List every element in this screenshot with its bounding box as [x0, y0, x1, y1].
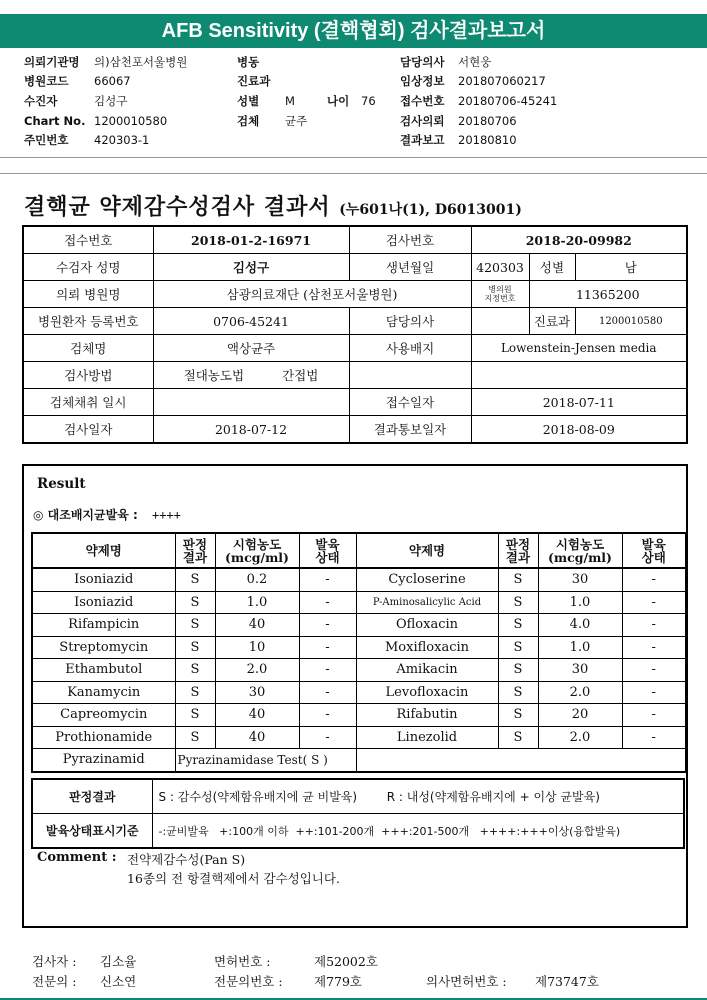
form-label: 사용배지	[349, 335, 471, 362]
col-conc: 시험농도 (mcg/ml)	[215, 533, 299, 568]
drug-growth: -	[299, 726, 356, 749]
drug-growth: -	[622, 568, 686, 591]
hospital-code-label: 병원코드	[24, 74, 69, 88]
drug-name: P-Aminosalicylic Acid	[356, 591, 498, 614]
patient-form-table	[22, 225, 688, 444]
form-label: 검사일자	[23, 416, 153, 444]
institution-label: 의뢰기관명	[24, 55, 80, 69]
resident-no-label: 주민번호	[24, 133, 69, 147]
form-dept: 1200010580	[575, 308, 687, 335]
col-drug: 약제명	[356, 533, 498, 568]
form-collect	[153, 389, 349, 416]
form-name: 김성구	[153, 254, 349, 281]
table-row	[32, 614, 686, 637]
department-label: 진료과	[237, 74, 271, 88]
judge-label: 판정결과	[32, 779, 152, 814]
receipt-no-value: 20180706-45241	[458, 94, 558, 108]
drug-growth: -	[299, 614, 356, 637]
drug-name: Moxifloxacin	[356, 636, 498, 659]
drug-name: Ofloxacin	[356, 614, 498, 637]
form-method	[153, 362, 349, 389]
drug-growth: -	[622, 704, 686, 727]
drug-conc: 1.0	[538, 636, 622, 659]
form-label: 검체명	[23, 335, 153, 362]
comment-line-2: 16종의 전 항결핵제에서 감수성입니다.	[127, 871, 340, 886]
receipt-no-label: 접수번호	[400, 94, 445, 108]
drug-name: Amikacin	[356, 659, 498, 682]
request-date-label: 검사의뢰	[400, 114, 445, 128]
form-hospital: 삼광의료재단 (삼천포서울병원)	[153, 281, 471, 308]
specialist-no-label: 전문의번호 :	[214, 974, 283, 989]
drug-name: Rifampicin	[32, 614, 175, 637]
report-date-label: 결과보고	[400, 133, 445, 147]
empty-cell	[356, 749, 686, 772]
drug-growth: -	[622, 726, 686, 749]
drug-result: S	[175, 636, 215, 659]
form-label: 의뢰 병원명	[23, 281, 153, 308]
form-label: 수검자 성명	[23, 254, 153, 281]
table-row	[32, 659, 686, 682]
form-test-date: 2018-07-12	[153, 416, 349, 444]
table-row	[32, 681, 686, 704]
doctor-label: 담당의사	[400, 55, 445, 69]
chart-no-value: 1200010580	[94, 114, 168, 128]
patient-value: 김성구	[94, 94, 128, 108]
drug-conc: 40	[215, 704, 299, 727]
form-label: 진료과	[529, 308, 575, 335]
drug-name: Ethambutol	[32, 659, 175, 682]
age-label: 나이	[327, 94, 350, 108]
specialist-value: 신소연	[100, 974, 137, 989]
drug-conc: 30	[538, 659, 622, 682]
drug-conc: 30	[215, 681, 299, 704]
col-growth: 발육 상태	[299, 533, 356, 568]
form-label: 결과통보일자	[349, 416, 471, 444]
comment-label: Comment :	[37, 850, 117, 865]
report-date-value: 20180810	[458, 133, 517, 147]
judgement-table	[31, 778, 685, 849]
specimen-label: 검체	[237, 114, 260, 128]
judge-s: S : 감수성(약제함유배지에 균 비발육)	[158, 790, 358, 804]
drug-result: S	[498, 614, 538, 637]
table-row	[32, 749, 686, 772]
resident-no-value: 420303-1	[94, 133, 150, 147]
table-row	[32, 704, 686, 727]
form-label: 검사방법	[23, 362, 153, 389]
col-conc: 시험농도 (mcg/ml)	[538, 533, 622, 568]
form-method-1: 절대농도법	[183, 368, 245, 383]
form-empty	[471, 362, 687, 389]
age-value: 76	[361, 94, 376, 108]
drug-name: Kanamycin	[32, 681, 175, 704]
drug-result: S	[498, 704, 538, 727]
result-label: Result	[37, 476, 86, 492]
license-label: 면허번호 :	[214, 954, 271, 969]
drug-conc: 2.0	[538, 726, 622, 749]
form-receipt-no: 2018-01-2-16971	[153, 226, 349, 254]
drug-name: Pyrazinamid	[32, 749, 175, 772]
drug-name: Linezolid	[356, 726, 498, 749]
drug-conc: 2.0	[215, 659, 299, 682]
request-date-value: 20180706	[458, 114, 517, 128]
result-box	[22, 464, 688, 928]
sex-value: M	[285, 94, 295, 108]
form-label: 생년월일	[349, 254, 471, 281]
comment-line-1: 전약제감수성(Pan S)	[127, 852, 246, 867]
drug-growth: -	[299, 659, 356, 682]
drug-result: S	[175, 568, 215, 591]
form-label: 병원환자 등록번호	[23, 308, 153, 335]
drug-conc: 40	[215, 614, 299, 637]
header-info	[0, 53, 707, 153]
drug-result: S	[498, 636, 538, 659]
sex-label: 성별	[237, 94, 260, 108]
drug-conc: 1.0	[215, 591, 299, 614]
control-growth	[33, 506, 181, 523]
form-sex: 남	[575, 254, 687, 281]
drug-growth: -	[299, 568, 356, 591]
form-empty	[349, 362, 471, 389]
drug-name: Capreomycin	[32, 704, 175, 727]
chart-no-label: Chart No.	[24, 114, 86, 128]
drug-name: Isoniazid	[32, 591, 175, 614]
col-drug: 약제명	[32, 533, 175, 568]
table-row	[32, 591, 686, 614]
form-designated-no: 11365200	[529, 281, 687, 308]
form-label: 검사번호	[349, 226, 471, 254]
specialist-label: 전문의 :	[32, 974, 77, 989]
table-row	[32, 636, 686, 659]
form-label: 검체채취 일시	[23, 389, 153, 416]
hospital-code-value: 66067	[94, 74, 131, 88]
col-judge: 판정 결과	[175, 533, 215, 568]
report-title-text: 결핵균 약제감수성검사 결과서	[24, 194, 331, 220]
form-receive: 2018-07-11	[471, 389, 687, 416]
form-label: 병의원	[488, 285, 512, 294]
doctor-value: 서현웅	[458, 55, 492, 69]
form-specimen: 액상균주	[153, 335, 349, 362]
form-doctor	[471, 308, 529, 335]
drug-growth: -	[299, 591, 356, 614]
drug-conc: 1.0	[538, 591, 622, 614]
drug-growth: -	[622, 591, 686, 614]
control-growth-label: ◎ 대조배지균발육 :	[33, 508, 138, 522]
drug-name: Isoniazid	[32, 568, 175, 591]
control-growth-value: ++++	[151, 508, 181, 522]
institution-value: 의)삼천포서울병원	[94, 55, 188, 69]
specialist-no-value: 제779호	[314, 974, 363, 989]
form-label: 접수번호	[23, 226, 153, 254]
drug-name: Cycloserine	[356, 568, 498, 591]
form-notify: 2018-08-09	[471, 416, 687, 444]
report-subtitle: (누601나(1), D6013001)	[339, 202, 522, 218]
growth-std-text: -:균비발육 +:100개 이하 ++:101-200개 +++:201-500개 ++++:+++이상(융합발육)	[152, 814, 684, 849]
drug-conc: 2.0	[538, 681, 622, 704]
form-method-2: 간접법	[282, 368, 319, 383]
drug-growth: -	[299, 704, 356, 727]
growth-std-label: 발육상태표시기준	[32, 814, 152, 849]
ward-label: 병동	[237, 55, 260, 69]
doctor-license-value: 제73747호	[535, 974, 599, 989]
drug-result: S	[498, 681, 538, 704]
drug-result: S	[175, 614, 215, 637]
drug-growth: -	[299, 636, 356, 659]
drug-result: S	[498, 591, 538, 614]
report-title	[24, 190, 522, 221]
drug-name: Streptomycin	[32, 636, 175, 659]
drug-result: S	[498, 659, 538, 682]
license-value: 제52002호	[314, 954, 378, 969]
drug-name: Rifabutin	[356, 704, 498, 727]
form-patient-reg: 0706-45241	[153, 308, 349, 335]
doctor-license-label: 의사면허번호 :	[426, 974, 507, 989]
drug-result: S	[175, 726, 215, 749]
form-label: 지정번호	[484, 294, 516, 303]
col-judge: 판정 결과	[498, 533, 538, 568]
drug-conc: 30	[538, 568, 622, 591]
drug-result: S	[175, 704, 215, 727]
drug-result: S	[175, 681, 215, 704]
drug-result: S	[498, 726, 538, 749]
drug-result: S	[175, 659, 215, 682]
report-banner-title: AFB Sensitivity (결핵협회) 검사결과보고서	[0, 14, 707, 48]
patient-label: 수진자	[24, 94, 58, 108]
drug-growth: -	[622, 659, 686, 682]
specimen-value: 균주	[285, 114, 308, 128]
form-birth: 420303	[471, 254, 529, 281]
drug-growth: -	[622, 614, 686, 637]
form-designated-label	[471, 281, 529, 308]
drug-conc: 40	[215, 726, 299, 749]
drug-name: Levofloxacin	[356, 681, 498, 704]
tester-label: 검사자 :	[32, 954, 77, 969]
drug-growth: -	[622, 636, 686, 659]
drug-result: S	[175, 591, 215, 614]
table-row	[32, 726, 686, 749]
divider	[0, 157, 707, 158]
drug-table	[31, 532, 687, 773]
form-test-no: 2018-20-09982	[471, 226, 687, 254]
form-label: 접수일자	[349, 389, 471, 416]
drug-conc: 4.0	[538, 614, 622, 637]
judge-r: R : 내성(약제함유배지에 + 이상 균발육)	[386, 790, 600, 804]
drug-result: S	[498, 568, 538, 591]
table-row	[32, 568, 686, 591]
tester-value: 김소율	[100, 954, 137, 969]
clinical-info-value: 201807060217	[458, 74, 546, 88]
divider	[0, 173, 707, 174]
col-growth: 발육 상태	[622, 533, 686, 568]
clinical-info-label: 임상정보	[400, 74, 445, 88]
drug-growth: -	[622, 681, 686, 704]
form-label: 담당의사	[349, 308, 471, 335]
pza-test: Pyrazinamidase Test( S )	[175, 749, 356, 772]
drug-conc: 20	[538, 704, 622, 727]
drug-conc: 10	[215, 636, 299, 659]
drug-name: Prothionamide	[32, 726, 175, 749]
form-medium: Lowenstein-Jensen media	[471, 335, 687, 362]
drug-conc: 0.2	[215, 568, 299, 591]
judge-text	[152, 779, 684, 814]
drug-growth: -	[299, 681, 356, 704]
form-label: 성별	[529, 254, 575, 281]
